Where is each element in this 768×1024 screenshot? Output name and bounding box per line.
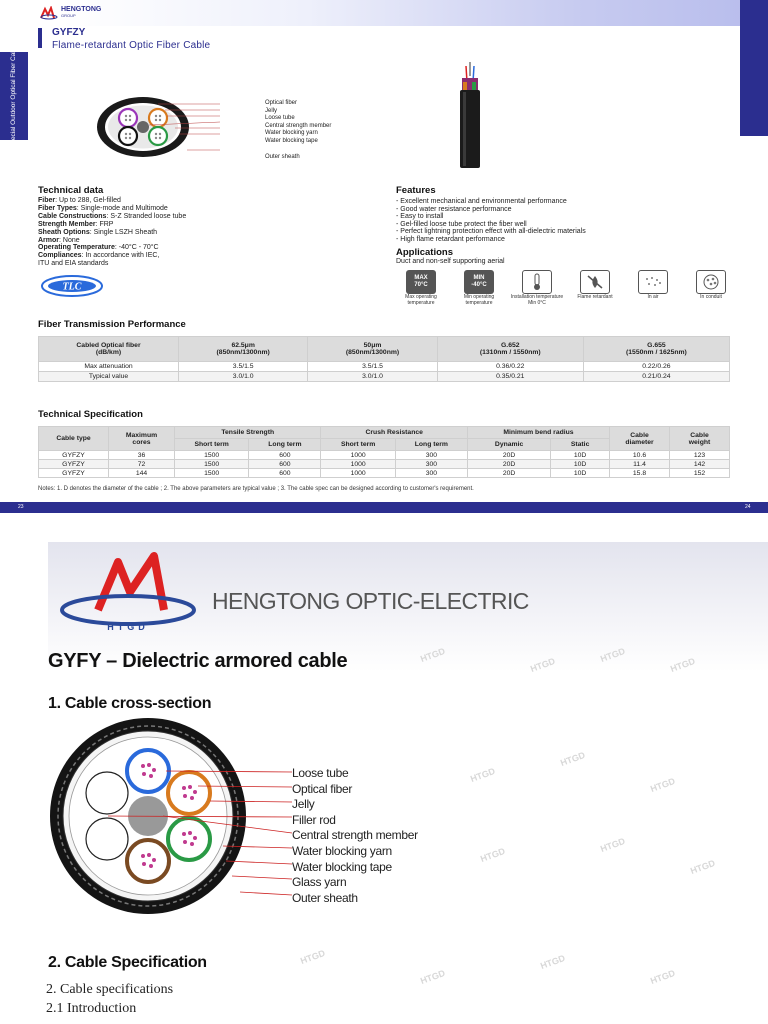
label-water-tape: Water blocking tape [292, 859, 392, 874]
watermark: HTGD [559, 749, 587, 769]
footer-band [0, 502, 768, 513]
brand-logo [40, 6, 101, 20]
feature-item: - Perfect lightning protection effect with all-dielectric materials [396, 228, 586, 236]
watermark: HTGD [479, 845, 507, 865]
install-temp-badge: Installation temperature Min 0°C [508, 270, 566, 306]
watermark: HTGD [599, 835, 627, 855]
side-tab-right [740, 0, 768, 136]
hengtong-logo-icon [40, 6, 58, 20]
section-heading: 1. Cable cross-section [48, 695, 212, 712]
label-loose-tube: Loose tube [292, 766, 349, 780]
col-header: 50μm (850nm/1300nm) [308, 337, 437, 362]
fiber-performance-heading: Fiber Transmission Performance [38, 319, 186, 330]
title-accent [38, 28, 42, 48]
col-header: Cabled Optical fiber (dB/km) [39, 337, 179, 362]
watermark: HTGD [529, 655, 557, 675]
section-heading: 2. Cable Specification [48, 954, 207, 971]
in-conduit-badge: In conduit [682, 270, 740, 306]
watermark: HTGD [649, 967, 677, 987]
body-text: 2. Cable specifications [46, 982, 174, 997]
datasheet-page [0, 532, 768, 1024]
label-optical-fiber: Optical fiber [265, 100, 298, 106]
watermark: HTGD [299, 947, 327, 967]
label-jelly: Jelly [265, 107, 278, 114]
watermark: HTGD [419, 967, 447, 987]
feature-item: - High flame retardant performance [396, 236, 586, 244]
in-air-icon [638, 270, 668, 294]
table-row: Max attenuation 3.5/1.5 3.5/1.5 0.36/0.22 0.22/0.26 [39, 362, 730, 372]
label-central-strength: Central strength member [292, 828, 418, 843]
col-header: G.655 (1550nm / 1625nm) [583, 337, 729, 362]
label-optical-fiber: Optical fiber [292, 781, 353, 796]
watermark: HTGD [419, 645, 447, 665]
tech-spec-table: Cable type Maximum cores Tensile Strength Crush Resistance Minimum bend radius Cable diameter Cable weight Short term Long term Short term Long term Dynamic Static GYFZY 36 1500 600 1000 300 20D 10D 10.6 123 GYFZY 72 1500 600 1000 300 20D 10D 11.4 142 GYFZY 144 1500 600 1000 300 20D 10D 15.8 152 [38, 426, 730, 478]
label-jelly: Jelly [292, 797, 315, 812]
application-icons [392, 270, 740, 306]
feature-item: - Good water resistance performance [396, 206, 586, 214]
table-row: Typical value 3.0/1.0 3.0/1.0 0.35/0.21 0.21/0.24 [39, 372, 730, 382]
feature-item: - Gel-filled loose tube protect the fiber well [396, 221, 586, 229]
label-outer-sheath: Outer sheath [265, 153, 300, 160]
technical-data-list: Fiber: Up to 288, Gel-filled Fiber Types: Single-mode and Multimode Cable Constructions: S-Z Stranded loose tube Strength Member: FRP Sheath Options: Single LSZH Sheath Armor: None Operating Temperature: -40°C - 70°C Compliances: In accordance with IEC, ITU and EIA standards [38, 197, 187, 268]
cable-cross-section-diagram [95, 92, 220, 162]
cross-section-labels [265, 100, 331, 161]
table-notes: Notes: 1. D denotes the diameter of the cable ; 2. The above parameters are typical value ; 3. The cable spec can be designed according to customer's requirement. [38, 486, 474, 492]
tlc-text: TLC [62, 281, 82, 293]
label-central-strength: Central strength member [265, 122, 332, 129]
label-outer-sheath: Outer sheath [292, 890, 358, 905]
htgd-logo-icon [58, 548, 198, 634]
logo-text: HTGD [107, 622, 149, 632]
min-temp-badge: MIN -40°C Min operating temperature [450, 270, 508, 306]
flame-retardant-icon [580, 270, 610, 294]
flame-retardant-badge: Flame retardant [566, 270, 624, 306]
side-tab-left: Special Outdoor Optical Fiber Cable [0, 52, 28, 140]
label-water-tape: Water blocking tape [265, 137, 318, 144]
product-name: Flame-retardant Optic Fiber Cable [52, 40, 211, 51]
table-row: GYFZY 144 1500 600 1000 300 20D 10D 15.8 152 [39, 469, 730, 478]
label-water-yarn: Water blocking yarn [292, 843, 392, 858]
brand-name: HENGTONG GROUP [61, 6, 102, 18]
body-text: 2.1 Introduction [46, 1001, 137, 1016]
watermark: HTGD [599, 645, 627, 665]
features-list [396, 198, 586, 244]
features-heading: Features [396, 185, 436, 196]
brand-name: HENGTONG OPTIC-ELECTRIC [212, 588, 529, 614]
technical-data-heading: Technical data [38, 185, 104, 196]
tech-spec-heading: Technical Specification [38, 409, 143, 420]
col-header: G.652 (1310nm / 1550nm) [437, 337, 583, 362]
header-band [0, 0, 768, 26]
feature-item: - Easy to install [396, 213, 586, 221]
label-filler-rod: Filler rod [292, 812, 336, 827]
max-temp-icon: MAX 70°C [406, 270, 436, 294]
cable-cross-section-diagram [48, 716, 293, 916]
cross-section-labels [292, 766, 418, 906]
page-title: GYFY – Dielectric armored cable [48, 650, 348, 672]
watermark: HTGD [539, 952, 567, 972]
fiber-performance-table [38, 336, 730, 382]
page-number-left: 23 [18, 504, 24, 510]
page-separator [0, 513, 768, 532]
model-title: GYFZY [52, 27, 86, 38]
tlc-certification-logo [40, 274, 104, 298]
applications-heading: Applications [396, 247, 454, 258]
applications-subtitle: Duct and non-self supporting aerial [396, 258, 505, 265]
page-number-right: 24 [745, 504, 751, 510]
watermark: HTGD [469, 765, 497, 785]
col-header: 62.5μm (850nm/1300nm) [179, 337, 308, 362]
table-row: GYFZY 72 1500 600 1000 300 20D 10D 11.4 142 [39, 460, 730, 469]
label-glass-yarn: Glass yarn [292, 875, 347, 890]
in-air-badge: In air [624, 270, 682, 306]
min-temp-icon: MIN -40°C [464, 270, 494, 294]
in-conduit-icon [696, 270, 726, 294]
watermark: HTGD [649, 775, 677, 795]
max-temp-badge: MAX 70°C Max operating temperature [392, 270, 450, 306]
watermark: HTGD [669, 655, 697, 675]
label-loose-tube: Loose tube [265, 115, 295, 122]
thermometer-icon [522, 270, 552, 294]
cable-photo [450, 60, 490, 170]
feature-item: - Excellent mechanical and environmental performance [396, 198, 586, 206]
label-water-yarn: Water blocking yarn [265, 130, 318, 137]
table-row: GYFZY 36 1500 600 1000 300 20D 10D 10.6 123 [39, 451, 730, 460]
watermark: HTGD [689, 857, 717, 877]
